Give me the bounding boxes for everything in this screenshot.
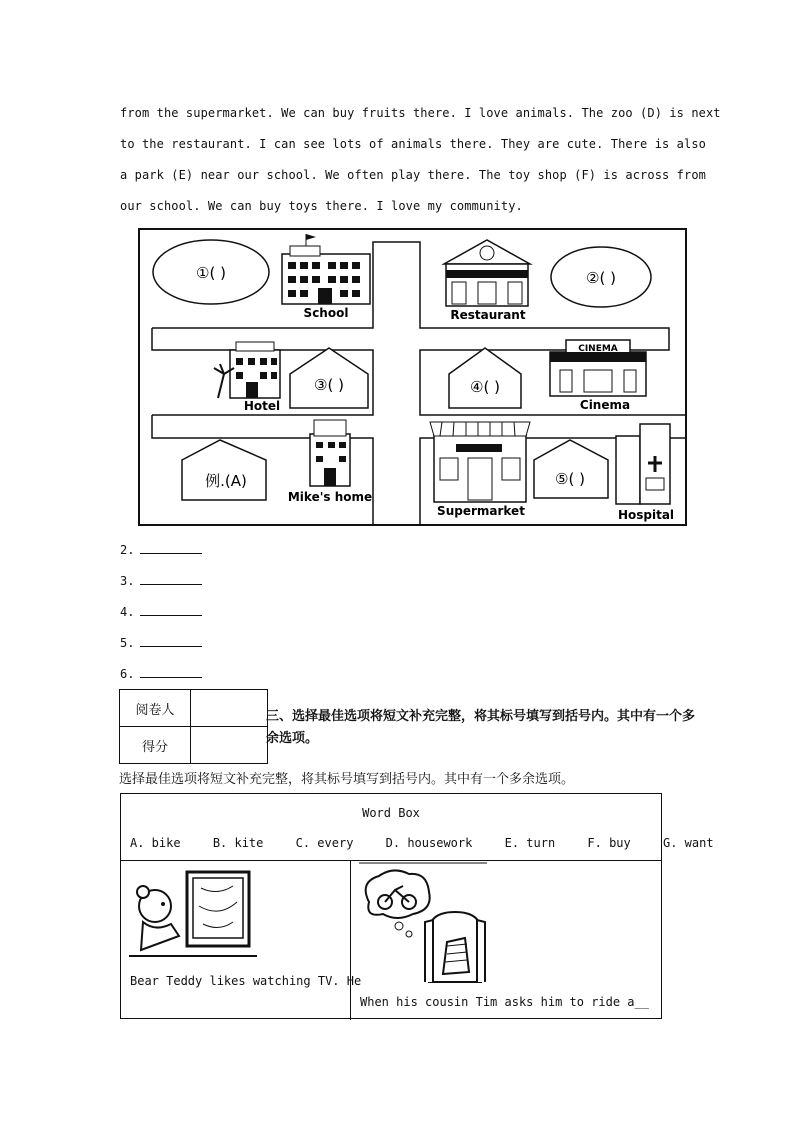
option-b: B. kite (212, 836, 264, 850)
passage-line-4: our school. We can buy toys there. I love my community. (120, 199, 523, 213)
score-table (119, 689, 268, 764)
passage-line-1: from the supermarket. We can buy fruits there. I love animals. The zoo (D) is next (120, 106, 721, 120)
option-f: F. buy (587, 836, 631, 850)
answer-blank-3[interactable]: 3. (120, 574, 202, 588)
caption-right: When his cousin Tim asks him to ride a__ (360, 995, 649, 1009)
option-g: G. want (663, 836, 714, 850)
option-d: D. housework (385, 836, 473, 850)
bear-watching-tv-illustration (129, 866, 257, 962)
school-label: School (303, 306, 349, 320)
reviewer-field[interactable] (191, 690, 268, 727)
answer-blank-2[interactable]: 2. (120, 543, 202, 557)
hospital-label: Hospital (617, 508, 675, 522)
supermarket-building-icon (430, 422, 530, 502)
example-label: 例.(A) (205, 472, 247, 490)
option-c: C. every (295, 836, 354, 850)
score-field[interactable] (191, 727, 268, 764)
passage-line-2: to the restaurant. I can see lots of animals there. They are cute. There is also (120, 137, 706, 151)
blank-3-label: ③( ) (314, 376, 344, 394)
section-3-title: 三、选择最佳选项将短文补充完整，将其标号填写到括号内。其中有一个多余选项。 (266, 709, 696, 746)
restaurant-label: Restaurant (450, 308, 526, 322)
hotel-label: Hotel (243, 399, 281, 413)
answer-blank-6[interactable]: 6. (120, 667, 202, 681)
answer-blank-4[interactable]: 4. (120, 605, 202, 619)
word-box (120, 793, 714, 1019)
mikes-home-label: Mike's home (287, 490, 373, 504)
section-3-instruction: 选择最佳选项将短文补充完整，将其标号填写到括号内。其中有一个多余选项。 (119, 772, 575, 787)
mikes-home-building-icon (310, 420, 350, 486)
cinema-label: Cinema (579, 398, 631, 412)
reviewer-label: 阅卷人 (120, 690, 191, 727)
answer-blank-5[interactable]: 5. (120, 636, 202, 650)
word-box-options (130, 836, 714, 850)
blank-1-label: ①( ) (196, 264, 226, 282)
supermarket-label: Supermarket (437, 504, 525, 518)
community-map (138, 228, 687, 526)
bike-dream-illustration (359, 862, 489, 986)
blank-2-label: ②( ) (586, 269, 616, 287)
cinema-sign: CINEMA (578, 344, 618, 354)
blank-5-label: ⑤( ) (555, 470, 585, 488)
score-label: 得分 (120, 727, 191, 764)
passage-line-3: a park (E) near our school. We often play there. The toy shop (F) is across from (120, 168, 706, 182)
word-box-title: Word Box (362, 806, 420, 820)
caption-left: Bear Teddy likes watching TV. He (130, 974, 362, 988)
blank-4-label: ④( ) (470, 378, 500, 396)
option-e: E. turn (504, 836, 556, 850)
hospital-building-icon (616, 424, 670, 504)
option-a: A. bike (130, 836, 181, 850)
